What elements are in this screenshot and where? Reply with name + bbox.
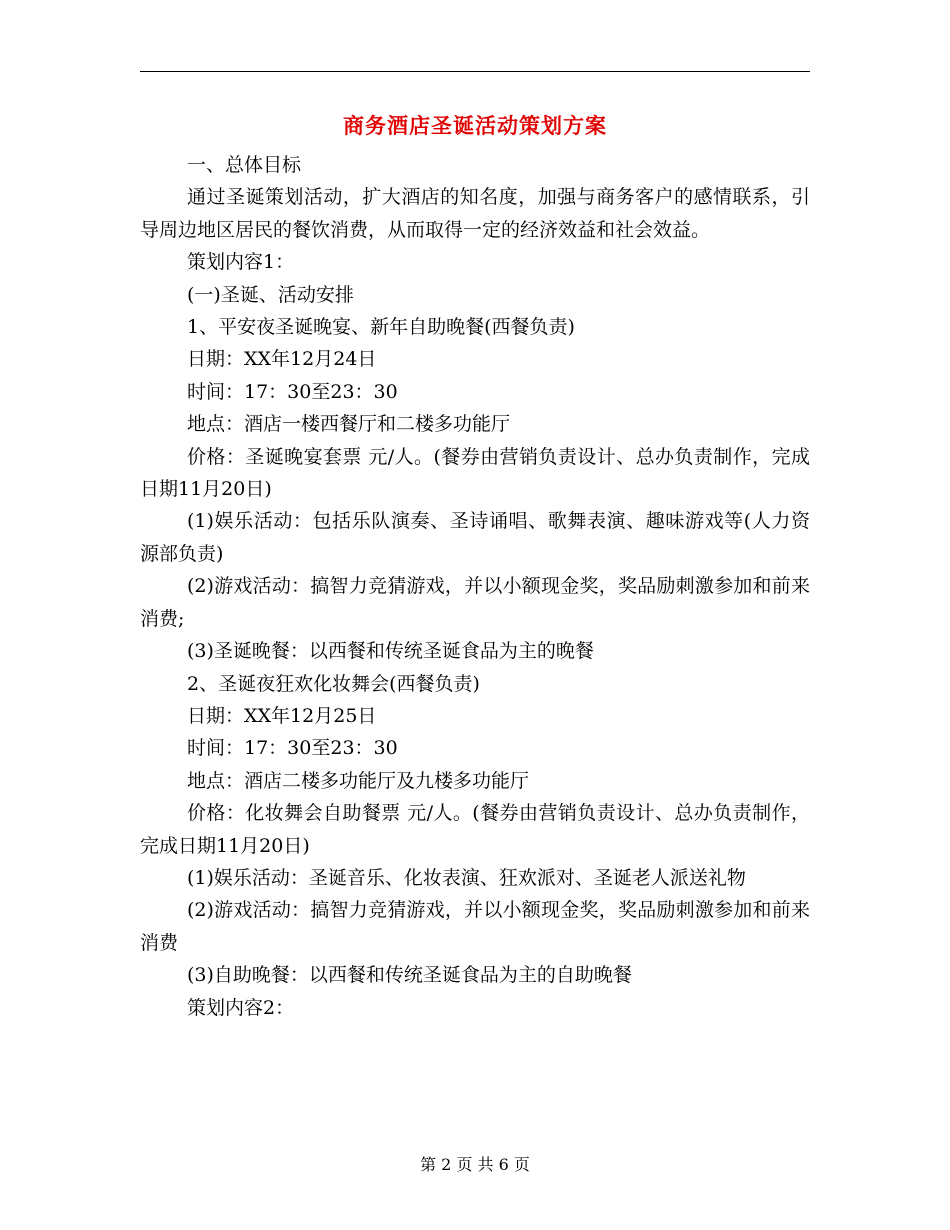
document-body bbox=[140, 149, 810, 1024]
page-number-footer: 第 2 页 共 6 页 bbox=[420, 1155, 530, 1174]
event-2-games: (2)游戏活动：搞智力竞猜游戏，并以小额现金奖，奖品励刺激参加和前来消费 bbox=[140, 899, 810, 954]
event-1-date: 日期：XX年12月24日 bbox=[187, 348, 377, 371]
event-1-heading: 1、平安夜圣诞晚宴、新年自助晚餐(西餐负责) bbox=[187, 316, 575, 339]
event-1-dinner: (3)圣诞晚餐：以西餐和传统圣诞食品为主的晚餐 bbox=[187, 640, 594, 663]
paragraph-goal-description: 通过圣诞策划活动，扩大酒店的知名度，加强与商务客户的感情联系，引导周边地区居民的餐饮消费，从而取得一定的经济效益和社会效益。 bbox=[140, 186, 810, 241]
event-2-date: 日期：XX年12月25日 bbox=[187, 704, 377, 727]
event-2-time: 时间：17：30至23：30 bbox=[187, 737, 398, 760]
event-1-time: 时间：17：30至23：30 bbox=[187, 380, 398, 403]
event-1-games: (2)游戏活动：搞智力竞猜游戏，并以小额现金奖，奖品励刺激参加和前来消费; bbox=[140, 575, 810, 630]
event-1-entertainment: (1)娱乐活动：包括乐队演奏、圣诗诵唱、歌舞表演、趣味游戏等(人力资源部负责) bbox=[140, 510, 810, 565]
event-2-entertainment: (1)娱乐活动：圣诞音乐、化妆表演、狂欢派对、圣诞老人派送礼物 bbox=[187, 866, 746, 889]
event-1-location: 地点：酒店一楼西餐厅和二楼多功能厅 bbox=[187, 413, 511, 436]
event-2-heading: 2、圣诞夜狂欢化妆舞会(西餐负责) bbox=[187, 672, 480, 695]
event-2-price: 价格：化妆舞会自助餐票 元/人。(餐券由营销负责设计、总办负责制作，完成日期11月20日) bbox=[140, 802, 810, 857]
event-2-location: 地点：酒店二楼多功能厅及九楼多功能厅 bbox=[187, 769, 530, 792]
plan-content-1-label: 策划内容1： bbox=[187, 251, 295, 274]
event-2-buffet: (3)自助晚餐：以西餐和传统圣诞食品为主的自助晚餐 bbox=[187, 964, 632, 987]
document-title: 商务酒店圣诞活动策划方案 bbox=[343, 113, 607, 138]
section-heading-overall-goal: 一、总体目标 bbox=[187, 154, 302, 176]
event-1-price: 价格：圣诞晚宴套票 元/人。(餐券由营销负责设计、总办负责制作，完成日期11月20日) bbox=[140, 445, 810, 501]
plan-content-2-label: 策划内容2： bbox=[187, 996, 295, 1019]
header-rule bbox=[140, 71, 810, 72]
subsection-heading-activities: (一)圣诞、活动安排 bbox=[187, 283, 354, 306]
